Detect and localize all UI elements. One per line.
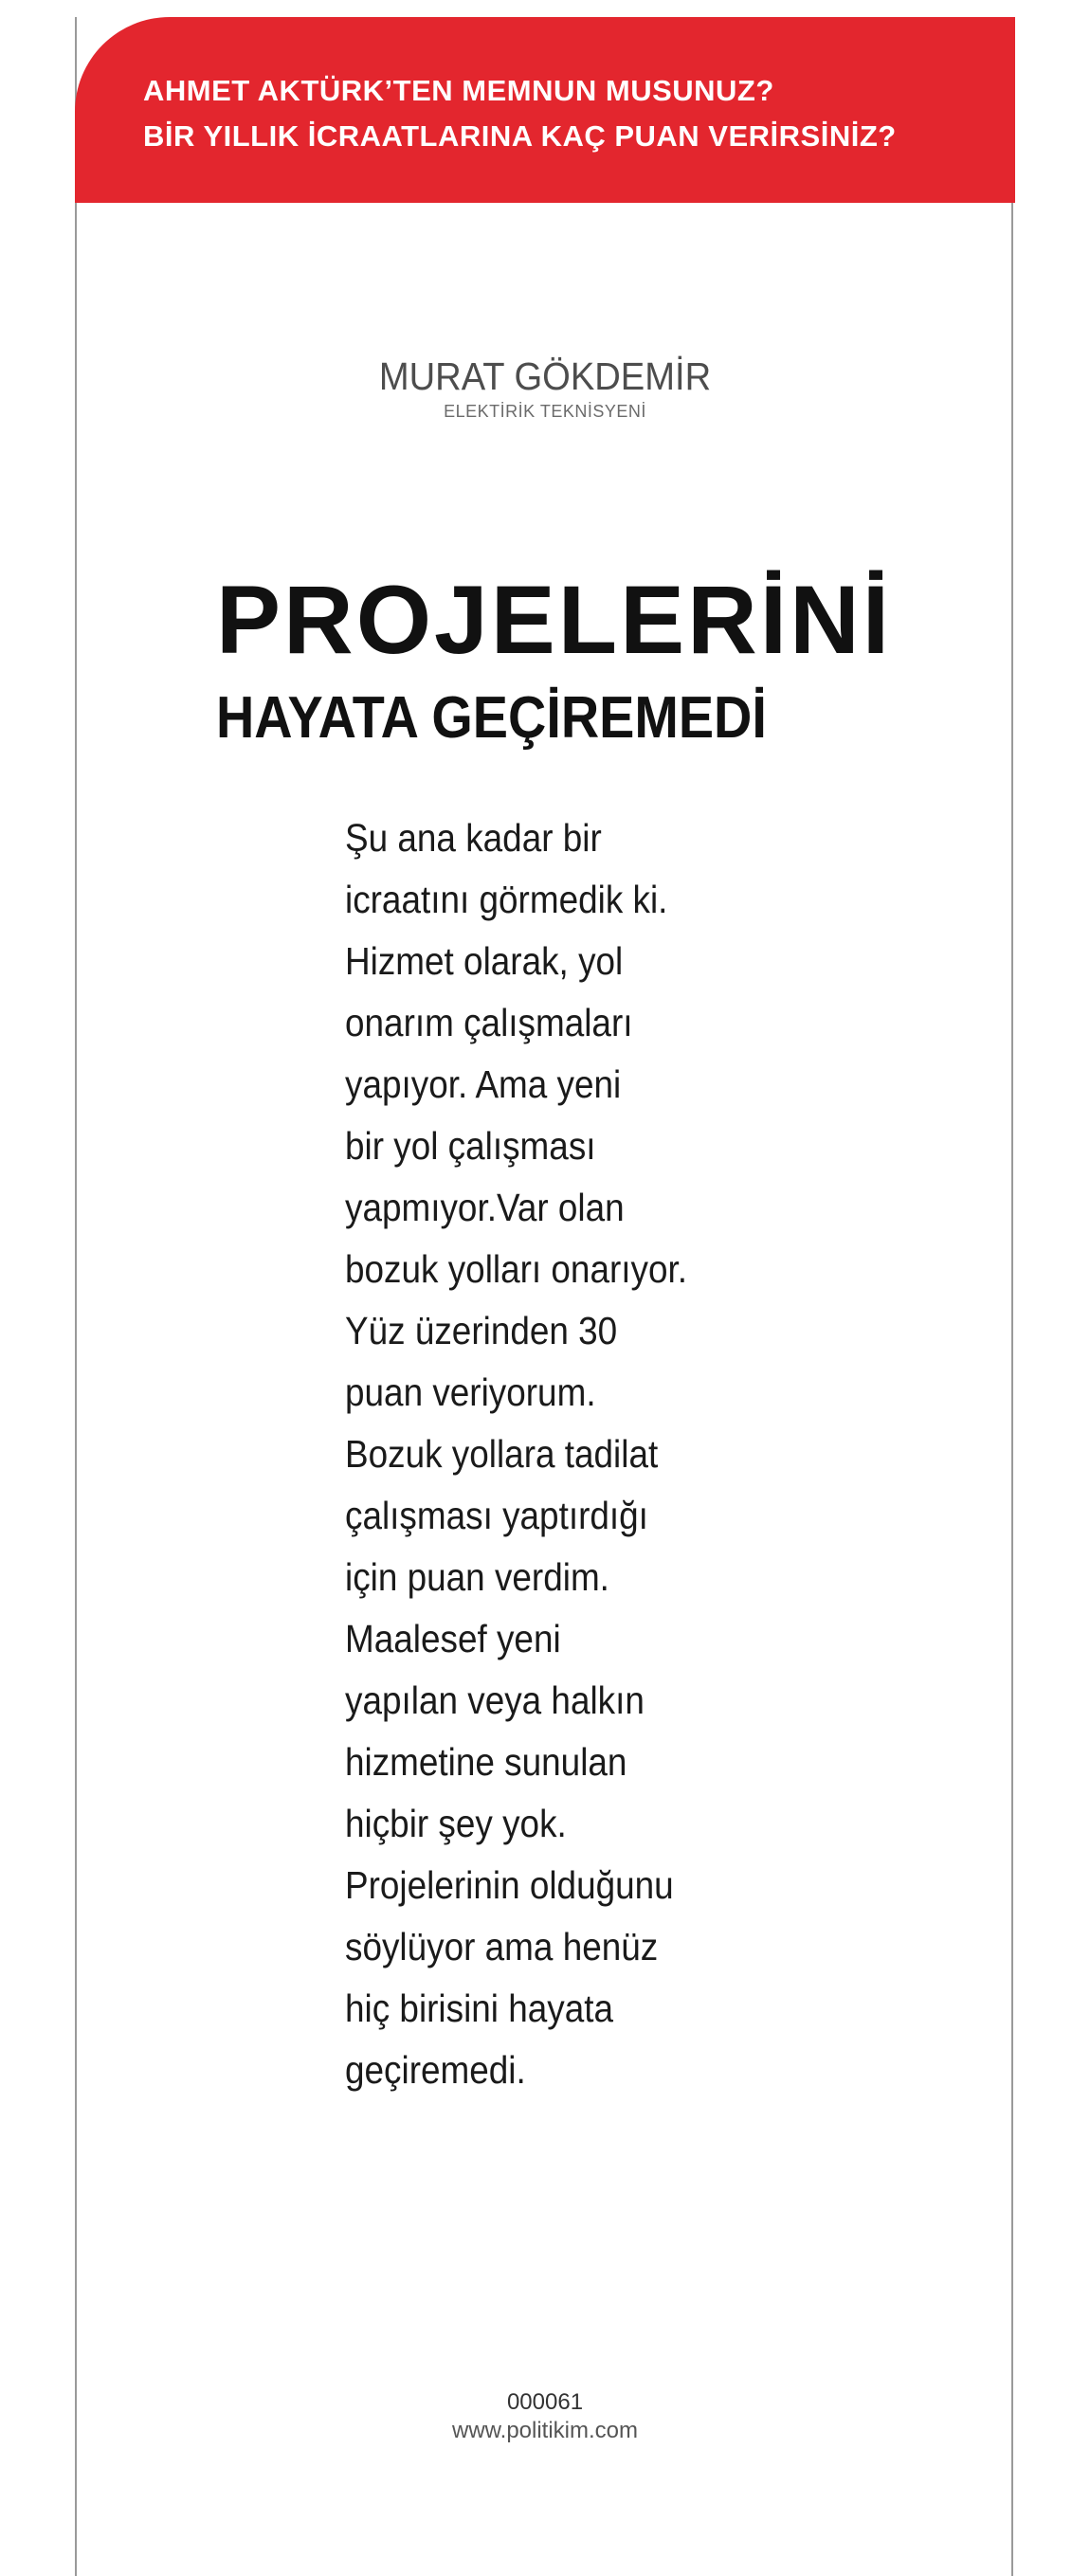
header-banner (75, 17, 1015, 203)
quote-line: yapılan veya halkın (345, 1678, 645, 1722)
quote-line: Projelerinin olduğunu (345, 1863, 674, 1907)
quote-line: onarım çalışmaları (345, 1001, 633, 1044)
quote-line: hiç birisini hayata (345, 1986, 614, 2030)
subheadline: HAYATA GEÇİREMEDİ (216, 685, 767, 751)
person-occupation: ELEKTİRİK TEKNİSYENİ (444, 402, 646, 421)
quote-line: Yüz üzerinden 30 (345, 1309, 618, 1352)
person-info (75, 351, 1015, 422)
quote-line: söylüyor ama henüz (345, 1925, 659, 1968)
quote-line: puan veriyorum. (345, 1370, 596, 1414)
quote-line: yapmıyor.Var olan (345, 1186, 625, 1229)
footer (75, 2388, 1015, 2445)
quote-line: Şu ana kadar bir (345, 816, 602, 860)
quote-line: hiçbir şey yok. (345, 1802, 567, 1845)
quote-line: icraatını görmedik ki. (345, 878, 668, 921)
quote-line: Hizmet olarak, yol (345, 939, 624, 983)
headline: PROJELERİNİ (216, 566, 893, 674)
quote-line: bir yol çalışması (345, 1124, 596, 1168)
header-question-line-2: BİR YILLIK İCRAATLARINA KAÇ PUAN VERİRSİNİZ? (143, 119, 897, 153)
quote-line: için puan verdim. (345, 1555, 609, 1599)
quote-line: Maalesef yeni (345, 1617, 561, 1660)
quote-line: çalışması yaptırdığı (345, 1494, 648, 1537)
website-link[interactable]: www.politikim.com (451, 2418, 639, 2443)
header-question-line-1: AHMET AKTÜRK’TEN MEMNUN MUSUNUZ? (143, 74, 774, 107)
quote-line: yapıyor. Ama yeni (345, 1062, 622, 1106)
quote-line: geçiremedi. (345, 2048, 526, 2092)
quote-line: bozuk yolları onarıyor. (345, 1247, 687, 1291)
quote-body (345, 807, 743, 2101)
quote-line: Bozuk yollara tadilat (345, 1432, 659, 1476)
person-name: MURAT GÖKDEMİR (378, 354, 712, 398)
page-code: 000061 (506, 2389, 584, 2415)
quote-line: hizmetine sunulan (345, 1740, 627, 1784)
